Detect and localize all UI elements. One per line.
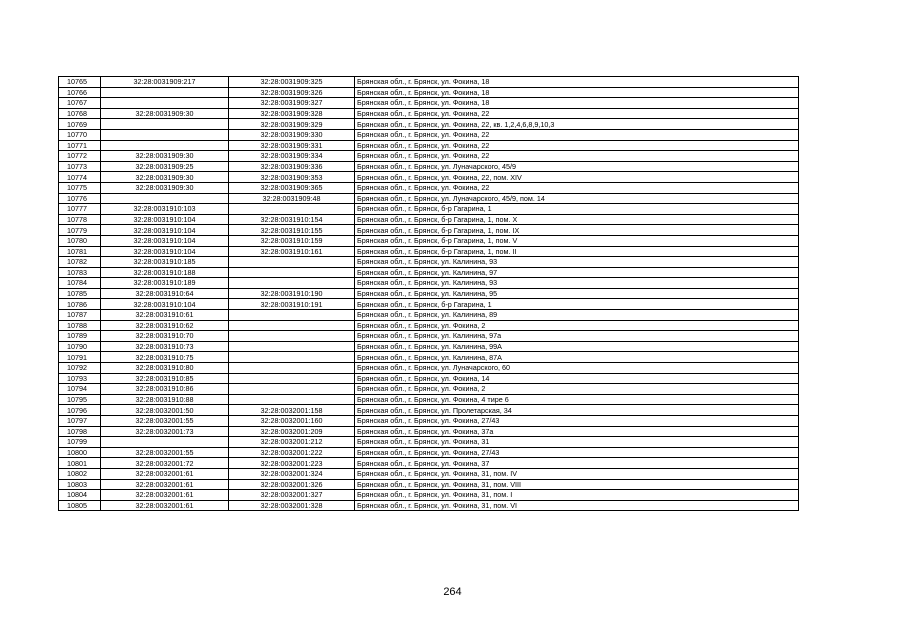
row-number-cell: 10801 — [59, 458, 101, 469]
table-row — [59, 299, 799, 310]
object-cadastral-number-cell — [229, 352, 355, 363]
land-cadastral-number-cell: 32:28:0031910:104 — [101, 214, 229, 225]
table-row — [59, 331, 799, 342]
land-cadastral-number-cell: 32:28:0031910:88 — [101, 394, 229, 405]
row-number-cell: 10787 — [59, 310, 101, 321]
table-row — [59, 257, 799, 268]
row-number-cell: 10775 — [59, 182, 101, 193]
object-cadastral-number-cell: 32:28:0032001:158 — [229, 405, 355, 416]
row-number-cell: 10773 — [59, 161, 101, 172]
row-number-cell: 10797 — [59, 416, 101, 427]
object-cadastral-number-cell — [229, 363, 355, 374]
object-cadastral-number-cell: 32:28:0031910:155 — [229, 225, 355, 236]
address-cell: Брянская обл., г. Брянск, ул. Фокина, 22, кв. 1,2,4,6,8,9,10,3 — [355, 119, 799, 130]
address-cell: Брянская обл., г. Брянск, ул. Калинина, 89 — [355, 310, 799, 321]
address-cell: Брянская обл., г. Брянск, б-р Гагарина, 1, пом. X — [355, 214, 799, 225]
row-number-cell: 10765 — [59, 77, 101, 88]
row-number-cell: 10802 — [59, 468, 101, 479]
land-cadastral-number-cell: 32:28:0031910:104 — [101, 246, 229, 257]
table-row — [59, 363, 799, 374]
table-row — [59, 267, 799, 278]
page-number: 264 — [443, 586, 462, 598]
table-row — [59, 373, 799, 384]
object-cadastral-number-cell — [229, 331, 355, 342]
object-cadastral-number-cell: 32:28:0032001:223 — [229, 458, 355, 469]
object-cadastral-number-cell: 32:28:0032001:327 — [229, 490, 355, 501]
table-row — [59, 479, 799, 490]
address-cell: Брянская обл., г. Брянск, ул. Фокина, 18 — [355, 98, 799, 109]
land-cadastral-number-cell: 32:28:0031909:30 — [101, 108, 229, 119]
table-row — [59, 140, 799, 151]
address-cell: Брянская обл., г. Брянск, ул. Фокина, 31, пом. VIII — [355, 479, 799, 490]
address-cell: Брянская обл., г. Брянск, ул. Фокина, 31, пом. VI — [355, 500, 799, 511]
row-number-cell: 10790 — [59, 341, 101, 352]
table-row — [59, 193, 799, 204]
table-row — [59, 405, 799, 416]
table-row — [59, 437, 799, 448]
land-cadastral-number-cell: 32:28:0031909:30 — [101, 172, 229, 183]
land-cadastral-number-cell: 32:28:0031910:189 — [101, 278, 229, 289]
land-cadastral-number-cell: 32:28:0031910:103 — [101, 204, 229, 215]
address-cell: Брянская обл., г. Брянск, ул. Фокина, 22 — [355, 182, 799, 193]
address-cell: Брянская обл., г. Брянск, ул. Калинина, 99А — [355, 341, 799, 352]
object-cadastral-number-cell: 32:28:0031909:48 — [229, 193, 355, 204]
object-cadastral-number-cell: 32:28:0031909:327 — [229, 98, 355, 109]
object-cadastral-number-cell: 32:28:0032001:326 — [229, 479, 355, 490]
table-row — [59, 246, 799, 257]
object-cadastral-number-cell — [229, 310, 355, 321]
land-cadastral-number-cell — [101, 437, 229, 448]
row-number-cell: 10805 — [59, 500, 101, 511]
land-cadastral-number-cell: 32:28:0032001:72 — [101, 458, 229, 469]
object-cadastral-number-cell — [229, 278, 355, 289]
address-cell: Брянская обл., г. Брянск, ул. Луначарского, 45/9, пом. 14 — [355, 193, 799, 204]
land-cadastral-number-cell: 32:28:0031910:80 — [101, 363, 229, 374]
table-row — [59, 458, 799, 469]
address-cell: Брянская обл., г. Брянск, б-р Гагарина, 1, пом. II — [355, 246, 799, 257]
land-cadastral-number-cell: 32:28:0031910:75 — [101, 352, 229, 363]
address-cell: Брянская обл., г. Брянск, ул. Калинина, 93 — [355, 278, 799, 289]
table-body — [59, 77, 799, 511]
land-cadastral-number-cell — [101, 87, 229, 98]
table-row — [59, 500, 799, 511]
address-cell: Брянская обл., г. Брянск, б-р Гагарина, 1, пом. V — [355, 235, 799, 246]
object-cadastral-number-cell: 32:28:0031909:328 — [229, 108, 355, 119]
object-cadastral-number-cell: 32:28:0032001:222 — [229, 447, 355, 458]
row-number-cell: 10786 — [59, 299, 101, 310]
table-row — [59, 310, 799, 321]
object-cadastral-number-cell — [229, 267, 355, 278]
land-cadastral-number-cell — [101, 193, 229, 204]
address-cell: Брянская обл., г. Брянск, ул. Фокина, 27/43 — [355, 416, 799, 427]
address-cell: Брянская обл., г. Брянск, б-р Гагарина, 1, пом. IX — [355, 225, 799, 236]
row-number-cell: 10778 — [59, 214, 101, 225]
land-cadastral-number-cell: 32:28:0031910:188 — [101, 267, 229, 278]
row-number-cell: 10785 — [59, 288, 101, 299]
row-number-cell: 10800 — [59, 447, 101, 458]
row-number-cell: 10772 — [59, 151, 101, 162]
row-number-cell: 10779 — [59, 225, 101, 236]
address-cell: Брянская обл., г. Брянск, ул. Фокина, 37а — [355, 426, 799, 437]
table-row — [59, 426, 799, 437]
object-cadastral-number-cell: 32:28:0031909:330 — [229, 129, 355, 140]
row-number-cell: 10781 — [59, 246, 101, 257]
land-cadastral-number-cell: 32:28:0031909:30 — [101, 151, 229, 162]
table-row — [59, 447, 799, 458]
table-row — [59, 225, 799, 236]
address-cell: Брянская обл., г. Брянск, ул. Фокина, 2 — [355, 384, 799, 395]
object-cadastral-number-cell: 32:28:0031909:334 — [229, 151, 355, 162]
row-number-cell: 10793 — [59, 373, 101, 384]
land-cadastral-number-cell: 32:28:0031909:30 — [101, 182, 229, 193]
land-cadastral-number-cell — [101, 140, 229, 151]
row-number-cell: 10782 — [59, 257, 101, 268]
table-row — [59, 278, 799, 289]
table-row — [59, 172, 799, 183]
land-cadastral-number-cell: 32:28:0031910:61 — [101, 310, 229, 321]
address-cell: Брянская обл., г. Брянск, ул. Калинина, 97 — [355, 267, 799, 278]
table-row — [59, 288, 799, 299]
row-number-cell: 10767 — [59, 98, 101, 109]
row-number-cell: 10795 — [59, 394, 101, 405]
address-cell: Брянская обл., г. Брянск, ул. Фокина, 4 тире 6 — [355, 394, 799, 405]
address-cell: Брянская обл., г. Брянск, ул. Калинина, 95 — [355, 288, 799, 299]
address-cell: Брянская обл., г. Брянск, ул. Фокина, 31 — [355, 437, 799, 448]
address-cell: Брянская обл., г. Брянск, ул. Луначарского, 60 — [355, 363, 799, 374]
land-cadastral-number-cell: 32:28:0032001:61 — [101, 500, 229, 511]
address-cell: Брянская обл., г. Брянск, ул. Фокина, 31, пом. IV — [355, 468, 799, 479]
object-cadastral-number-cell: 32:28:0031909:326 — [229, 87, 355, 98]
object-cadastral-number-cell: 32:28:0031909:336 — [229, 161, 355, 172]
table-row — [59, 384, 799, 395]
land-cadastral-number-cell — [101, 98, 229, 109]
land-cadastral-number-cell: 32:28:0031910:185 — [101, 257, 229, 268]
address-cell: Брянская обл., г. Брянск, ул. Калинина, 93 — [355, 257, 799, 268]
object-cadastral-number-cell — [229, 257, 355, 268]
land-cadastral-number-cell: 32:28:0032001:61 — [101, 468, 229, 479]
land-cadastral-number-cell: 32:28:0031910:104 — [101, 235, 229, 246]
row-number-cell: 10780 — [59, 235, 101, 246]
address-cell: Брянская обл., г. Брянск, ул. Фокина, 27/43 — [355, 447, 799, 458]
address-cell: Брянская обл., г. Брянск, ул. Фокина, 22, пом. XIV — [355, 172, 799, 183]
table-row — [59, 161, 799, 172]
table-row — [59, 98, 799, 109]
row-number-cell: 10768 — [59, 108, 101, 119]
address-cell: Брянская обл., г. Брянск, ул. Фокина, 37 — [355, 458, 799, 469]
address-cell: Брянская обл., г. Брянск, ул. Пролетарская, 34 — [355, 405, 799, 416]
object-cadastral-number-cell — [229, 341, 355, 352]
row-number-cell: 10803 — [59, 479, 101, 490]
land-cadastral-number-cell — [101, 129, 229, 140]
registry-table — [58, 76, 799, 511]
address-cell: Брянская обл., г. Брянск, ул. Калинина, 97а — [355, 331, 799, 342]
row-number-cell: 10771 — [59, 140, 101, 151]
land-cadastral-number-cell: 32:28:0032001:55 — [101, 416, 229, 427]
land-cadastral-number-cell: 32:28:0031910:70 — [101, 331, 229, 342]
row-number-cell: 10774 — [59, 172, 101, 183]
address-cell: Брянская обл., г. Брянск, б-р Гагарина, 1 — [355, 299, 799, 310]
address-cell: Брянская обл., г. Брянск, ул. Фокина, 18 — [355, 77, 799, 88]
row-number-cell: 10788 — [59, 320, 101, 331]
address-cell: Брянская обл., г. Брянск, б-р Гагарина, 1 — [355, 204, 799, 215]
object-cadastral-number-cell: 32:28:0031910:159 — [229, 235, 355, 246]
row-number-cell: 10770 — [59, 129, 101, 140]
address-cell: Брянская обл., г. Брянск, ул. Фокина, 22 — [355, 151, 799, 162]
land-cadastral-number-cell: 32:28:0031910:104 — [101, 225, 229, 236]
table-row — [59, 182, 799, 193]
address-cell: Брянская обл., г. Брянск, ул. Фокина, 18 — [355, 87, 799, 98]
table-row — [59, 490, 799, 501]
row-number-cell: 10777 — [59, 204, 101, 215]
land-cadastral-number-cell: 32:28:0031910:104 — [101, 299, 229, 310]
table-row — [59, 214, 799, 225]
address-cell: Брянская обл., г. Брянск, ул. Калинина, 87А — [355, 352, 799, 363]
land-cadastral-number-cell: 32:28:0031910:62 — [101, 320, 229, 331]
address-cell: Брянская обл., г. Брянск, ул. Фокина, 2 — [355, 320, 799, 331]
table-row — [59, 341, 799, 352]
object-cadastral-number-cell — [229, 204, 355, 215]
object-cadastral-number-cell: 32:28:0032001:212 — [229, 437, 355, 448]
table-row — [59, 151, 799, 162]
land-cadastral-number-cell: 32:28:0031910:86 — [101, 384, 229, 395]
row-number-cell: 10776 — [59, 193, 101, 204]
table-row — [59, 129, 799, 140]
address-cell: Брянская обл., г. Брянск, ул. Фокина, 14 — [355, 373, 799, 384]
land-cadastral-number-cell: 32:28:0031910:85 — [101, 373, 229, 384]
object-cadastral-number-cell: 32:28:0031910:154 — [229, 214, 355, 225]
object-cadastral-number-cell: 32:28:0031909:353 — [229, 172, 355, 183]
object-cadastral-number-cell: 32:28:0032001:160 — [229, 416, 355, 427]
land-cadastral-number-cell: 32:28:0031910:73 — [101, 341, 229, 352]
object-cadastral-number-cell: 32:28:0031909:329 — [229, 119, 355, 130]
address-cell: Брянская обл., г. Брянск, ул. Фокина, 22 — [355, 140, 799, 151]
row-number-cell: 10769 — [59, 119, 101, 130]
row-number-cell: 10791 — [59, 352, 101, 363]
address-cell: Брянская обл., г. Брянск, ул. Фокина, 31, пом. I — [355, 490, 799, 501]
table-row — [59, 204, 799, 215]
table-row — [59, 416, 799, 427]
object-cadastral-number-cell — [229, 394, 355, 405]
table-row — [59, 108, 799, 119]
table-row — [59, 352, 799, 363]
row-number-cell: 10789 — [59, 331, 101, 342]
object-cadastral-number-cell: 32:28:0032001:328 — [229, 500, 355, 511]
row-number-cell: 10796 — [59, 405, 101, 416]
row-number-cell: 10798 — [59, 426, 101, 437]
object-cadastral-number-cell: 32:28:0031909:365 — [229, 182, 355, 193]
land-cadastral-number-cell: 32:28:0031910:64 — [101, 288, 229, 299]
address-cell: Брянская обл., г. Брянск, ул. Луначарского, 45/9 — [355, 161, 799, 172]
object-cadastral-number-cell: 32:28:0031910:190 — [229, 288, 355, 299]
table-row — [59, 468, 799, 479]
row-number-cell: 10799 — [59, 437, 101, 448]
object-cadastral-number-cell: 32:28:0032001:209 — [229, 426, 355, 437]
row-number-cell: 10792 — [59, 363, 101, 374]
object-cadastral-number-cell — [229, 384, 355, 395]
row-number-cell: 10794 — [59, 384, 101, 395]
table-row — [59, 119, 799, 130]
object-cadastral-number-cell: 32:28:0031910:191 — [229, 299, 355, 310]
object-cadastral-number-cell — [229, 320, 355, 331]
row-number-cell: 10784 — [59, 278, 101, 289]
land-cadastral-number-cell — [101, 119, 229, 130]
object-cadastral-number-cell — [229, 373, 355, 384]
table-row — [59, 87, 799, 98]
row-number-cell: 10783 — [59, 267, 101, 278]
row-number-cell: 10766 — [59, 87, 101, 98]
object-cadastral-number-cell: 32:28:0032001:324 — [229, 468, 355, 479]
land-cadastral-number-cell: 32:28:0031909:25 — [101, 161, 229, 172]
table-row — [59, 77, 799, 88]
land-cadastral-number-cell: 32:28:0032001:61 — [101, 490, 229, 501]
row-number-cell: 10804 — [59, 490, 101, 501]
table-row — [59, 320, 799, 331]
land-cadastral-number-cell: 32:28:0032001:50 — [101, 405, 229, 416]
land-cadastral-number-cell: 32:28:0032001:73 — [101, 426, 229, 437]
table-row — [59, 235, 799, 246]
table-row — [59, 394, 799, 405]
land-cadastral-number-cell: 32:28:0032001:55 — [101, 447, 229, 458]
address-cell: Брянская обл., г. Брянск, ул. Фокина, 22 — [355, 108, 799, 119]
object-cadastral-number-cell: 32:28:0031909:325 — [229, 77, 355, 88]
land-cadastral-number-cell: 32:28:0031909:217 — [101, 77, 229, 88]
object-cadastral-number-cell: 32:28:0031909:331 — [229, 140, 355, 151]
address-cell: Брянская обл., г. Брянск, ул. Фокина, 22 — [355, 129, 799, 140]
object-cadastral-number-cell: 32:28:0031910:161 — [229, 246, 355, 257]
land-cadastral-number-cell: 32:28:0032001:61 — [101, 479, 229, 490]
